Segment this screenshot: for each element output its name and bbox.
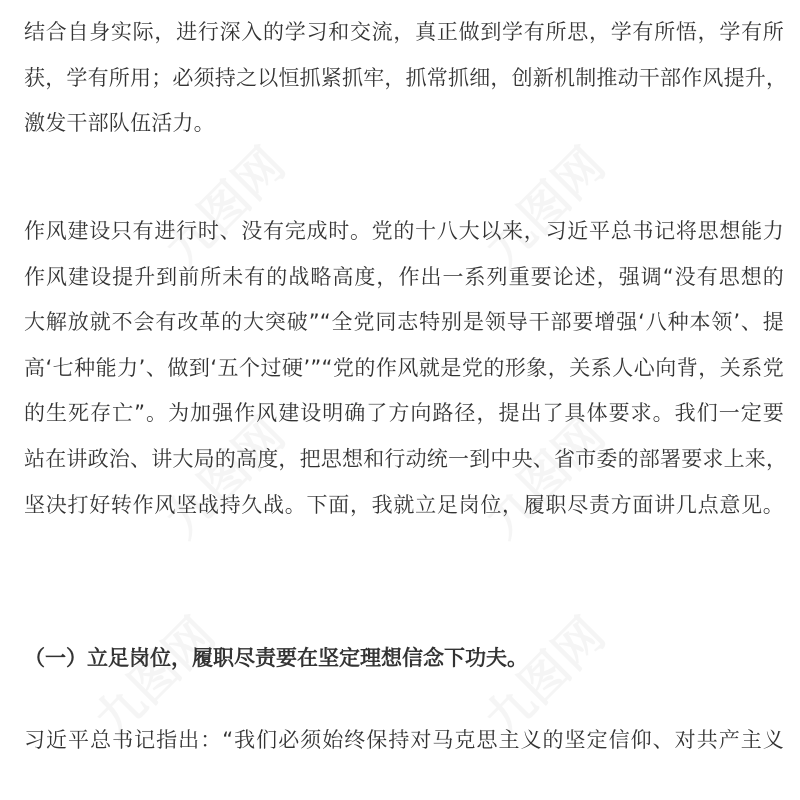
paragraph-line: 的生死存亡”。为加强作风建设明确了方向路径，提出了具体要求。我们一定要 bbox=[24, 401, 784, 426]
paragraph-line: 激发干部队伍活力。 bbox=[24, 111, 215, 136]
watermark: 九图网 bbox=[154, 406, 296, 549]
paragraph-line: 作风建设只有进行时、没有完成时。党的十八大以来，习近平总书记将思想能力 bbox=[24, 219, 784, 243]
paragraph-line: 坚决打好转作风坚战持久战。下面，我就立足岗位，履职尽责方面讲几点意见。 bbox=[24, 492, 784, 517]
paragraph-line: 习近平总书记指出：“我们必须始终保持对马克思主义的坚定信仰、对共产主义 bbox=[24, 728, 784, 752]
watermark: 九图网 bbox=[84, 606, 226, 749]
watermark: 九图网 bbox=[474, 406, 616, 549]
body-paragraph bbox=[24, 718, 784, 764]
body-paragraph bbox=[24, 209, 788, 528]
paragraph-line: 作风建设提升到前所未有的战略高度，作出一系列重要论述，强调“没有思想的 bbox=[24, 264, 784, 289]
paragraph-line: 站在讲政治、讲大局的高度，把思想和行动统一到中央、省市委的部署要求上来， bbox=[24, 446, 788, 471]
watermark: 九图网 bbox=[154, 136, 296, 279]
paragraph-line: 获，学有所用；必须持之以恒抓紧抓牢，抓常抓细，创新机制推动干部作风提升， bbox=[24, 65, 788, 90]
paragraph-line: 大解放就不会有改革的大突破”“全党同志特别是领导干部要增强‘八种本领’、提 bbox=[24, 310, 784, 335]
section-heading: （一）立足岗位，履职尽责要在坚定理想信念下功夫。 bbox=[24, 646, 528, 670]
paragraph-line: 高‘七种能力’、做到‘五个过硬’”“党的作风就是党的形象，关系人心向背，关系党 bbox=[24, 355, 784, 380]
watermark: 九图网 bbox=[474, 606, 616, 749]
paragraph-line: 结合自身实际，进行深入的学习和交流，真正做到学有所思，学有所悟，学有所 bbox=[24, 20, 784, 44]
watermark: 九图网 bbox=[474, 136, 616, 279]
body-paragraph bbox=[24, 10, 788, 147]
